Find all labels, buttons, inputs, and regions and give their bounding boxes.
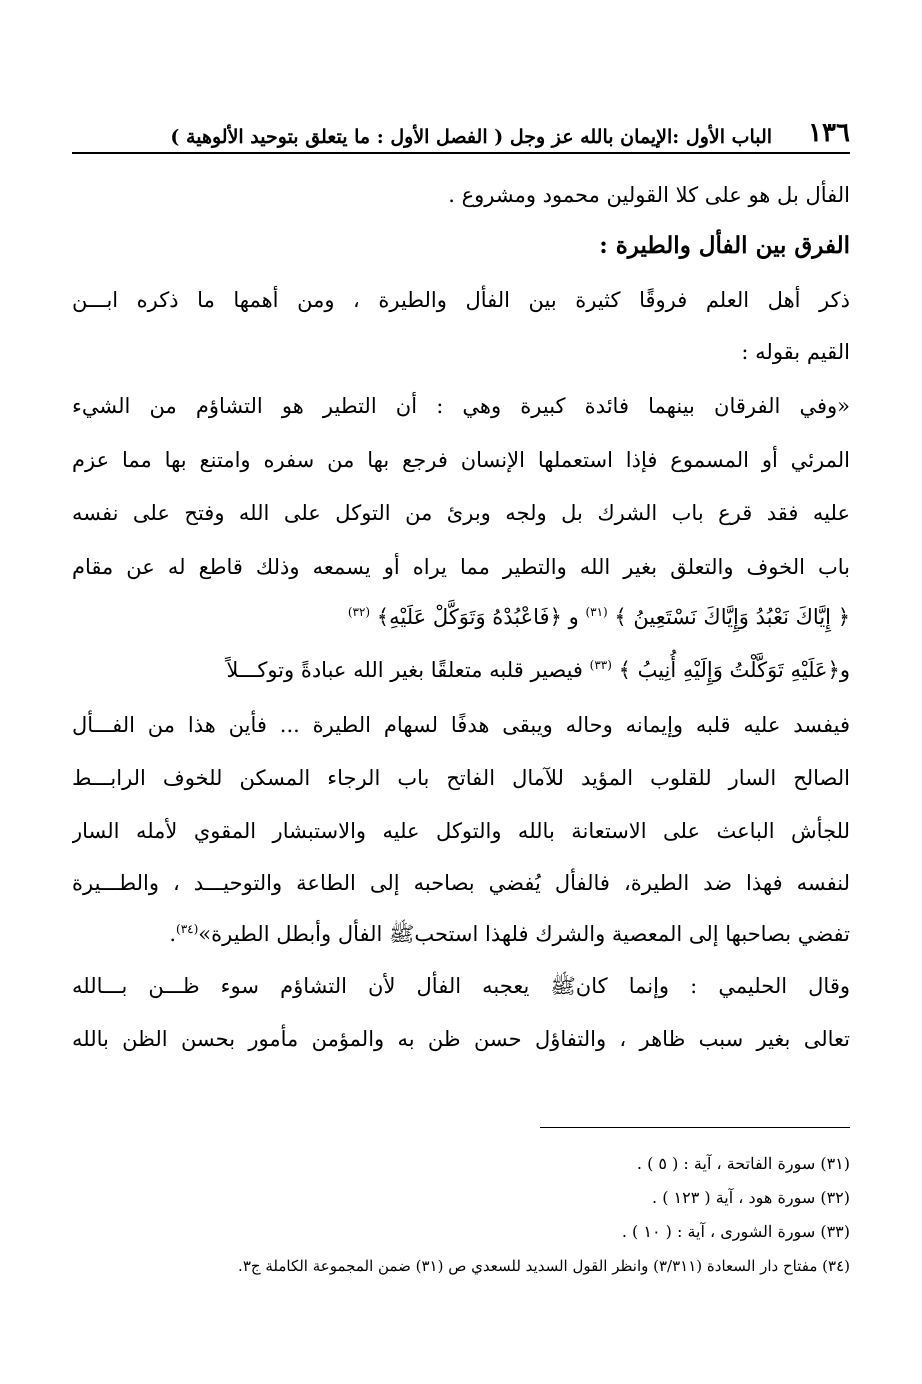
page-header: [72, 112, 850, 148]
page-number: ١٣٦: [808, 118, 850, 148]
footnote-ref-34: (٣٤): [176, 922, 199, 936]
footnote-34: (٣٤) مفتاح دار السعادة (٣/٣١١) وانظر القول السديد للسعدي ص (٣١) ضمن المجموعة الكاملة ج٣.: [238, 1257, 850, 1275]
section-heading: الفرق بين الفأل والطيرة :: [599, 232, 850, 259]
quote-line-11: [169, 919, 850, 949]
quote-line-4: باب الخوف والتعلق بغير الله والتطير مما يراه أو يسمعه وذلك قاطع له عن مقام: [72, 555, 850, 579]
quote-line-6-text: فيصير قلبه متعلقًا بغير الله عبادةً وتوكـــلاً: [226, 658, 583, 682]
quote-line-10: لنفسه فهذا ضد الطيرة، فالفأل يُفضي بصاحبه إلى الطاعة والتوحيـــد ، والطـــيرة: [72, 871, 850, 895]
quote-line-3: عليه فقد قرع باب الشرك بل ولجه وبرئ من التوكل على الله وفتح على نفسه: [72, 501, 850, 525]
body-line-1: الفأل بل هو على كلا القولين محمود ومشروع .: [448, 183, 850, 207]
quran-verse-fatiha: ﴿ إِيَّاكَ نَعْبُدُ وَإِيَّاكَ نَسْتَعِينُ ﴾: [614, 605, 850, 629]
header-divider: [72, 152, 850, 154]
footnote-32: (٣٢) سورة هود ، آية ( ١٢٣ ) .: [652, 1188, 850, 1207]
quote-line-9: للجأش الباعث على الاستعانة بالله والتوكل عليه والاستبشار المقوي لأمله السار: [72, 819, 850, 843]
quote-line-1: «وفي الفرقان بينهما فائدة كبيرة وهي : أن التطير هو التشاؤم من الشيء: [72, 394, 850, 418]
quote-line-2: المرئي أو المسموع فإذا استعملها الإنسان فرجع بها من سفره وامتنع بها مما عزم: [72, 448, 850, 472]
quote-line-8: الصالح السار للقلوب المؤيد للآمال الفاتح باب الرجاء المسكن للخوف الرابـــط: [72, 766, 850, 790]
footnote-divider: [540, 1127, 850, 1128]
body-line-halimi-1: وقال الحليمي : وإنما كانﷺ يعجبه الفأل لأن التشاؤم سوء ظـــن بـــالله: [72, 974, 850, 998]
footnote-ref-33: (٣٣): [589, 658, 612, 672]
running-title: الباب الأول :الإيمان بالله عز وجل ( الفصل الأول : ما يتعلق بتوحيد الألوهية ): [170, 126, 773, 148]
quran-verse-hud: ﴿فَاعْبُدْهُ وَتَوَكَّلْ عَلَيْهِ﴾: [376, 605, 562, 629]
quote-line-7: فيفسد عليه قلبه وإيمانه وحاله ويبقى هدفًا لسهام الطيرة ... فأين هذا من الفـــأل: [72, 713, 850, 737]
footnote-ref-31: (٣١): [585, 605, 608, 619]
footnote-ref-32: (٣٢): [347, 605, 371, 619]
footnote-33: (٣٣) سورة الشورى ، آية : ( ١٠ ) .: [621, 1222, 850, 1241]
quran-verse-shura: و﴿عَلَيْهِ تَوَكَّلْتُ وَإِلَيْهِ أُنِيبُ ﴾: [618, 658, 850, 682]
quote-line-11-end: .: [169, 922, 177, 946]
footnote-31: (٣١) سورة الفاتحة ، آية : ( ٥ ) .: [636, 1154, 850, 1173]
conjunction-wa: و: [568, 605, 579, 629]
body-line-halimi-2: تعالى بغير سبب ظاهر ، والتفاؤل حسن ظن به والمؤمن مأمور بحسن الظن بالله: [72, 1027, 850, 1051]
body-line-2: ذكر أهل العلم فروقًا كثيرة بين الفأل والطيرة ، ومن أهمها ما ذكره ابـــن: [72, 288, 850, 312]
quote-line-11-text: تفضي بصاحبها إلى المعصية والشرك فلهذا استحبﷺ الفأل وأبطل الطيرة»: [198, 922, 850, 946]
quote-line-6: [226, 655, 850, 685]
quran-verse-line-1: [348, 602, 850, 632]
body-line-3: القيم بقوله :: [741, 340, 850, 364]
